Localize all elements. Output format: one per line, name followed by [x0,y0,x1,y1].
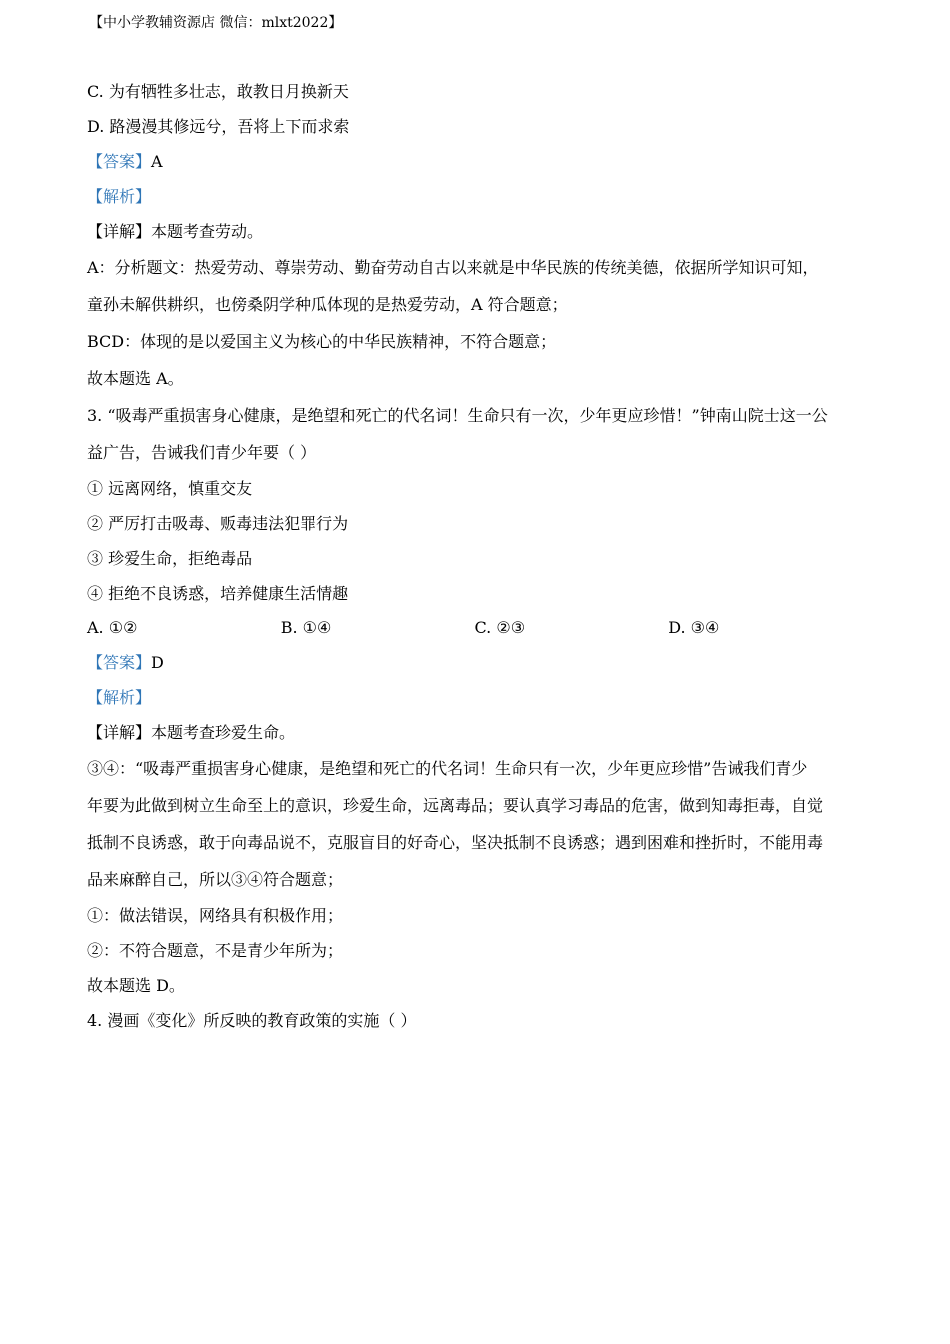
q3-option-a: A. ①② [87,618,138,637]
q3-item: ① 远离网络，慎重交友 [87,479,253,498]
q3-explanation-line: 年要为此做到树立生命至上的意识，珍爱生命，远离毒品；要认真学习毒品的危害，做到知毒拒毒，自觉 [87,796,824,815]
q3-item: ④ 拒绝不良诱惑，培养健康生活情趣 [87,584,349,603]
q3-explanation-line: 抵制不良诱惑，敢于向毒品说不，克服盲目的好奇心，坚决抵制不良诱惑；遇到困难和挫折时，不能用毒 [87,833,824,852]
q3-stem-line: 3. “吸毒严重损害身心健康，是绝望和死亡的代名词！生命只有一次，少年更应珍惜！”钟南山院士这一公 [87,406,828,425]
q2-explanation-line: 童孙未解供耕织，也傍桑阴学种瓜体现的是热爱劳动，A 符合题意； [87,295,568,314]
q2-conclusion: 故本题选 A。 [87,369,184,388]
q2-analysis-label: 【解析】 [87,187,152,206]
q3-explanation-line: 品来麻醉自己，所以③④符合题意； [87,870,344,889]
q3-conclusion: 故本题选 D。 [87,976,185,995]
answer-label: 【答案】 [87,152,152,171]
q3-analysis-label: 【解析】 [87,688,152,707]
q4-stem: 4. 漫画《变化》所反映的教育政策的实施（ ） [87,1011,417,1030]
q3-item: ③ 珍爱生命，拒绝毒品 [87,549,253,568]
q3-option-d: D. ③④ [668,618,720,637]
q3-stem-line: 益广告，告诫我们青少年要（ ） [87,443,317,462]
answer-value: A [151,152,163,171]
document-body [87,74,862,1038]
q3-detail: 【详解】本题考查珍爱生命。 [87,723,296,742]
q2-explanation-line: A：分析题文：热爱劳动、尊崇劳动、勤奋劳动自古以来就是中华民族的传统美德，依据所学知识可知， [87,258,819,277]
q2-detail: 【详解】本题考查劳动。 [87,222,264,241]
q2-explanation-line: BCD：体现的是以爱国主义为核心的中华民族精神，不符合题意； [87,332,557,351]
answer-value: D [151,653,164,672]
q3-answer [87,645,862,680]
page-header: 【中小学教辅资源店 微信：mlxt2022】 [89,15,343,31]
q3-options [87,611,862,645]
q3-item: ② 严厉打击吸毒、贩毒违法犯罪行为 [87,514,349,533]
q3-explanation-line: ③④：“吸毒严重损害身心健康，是绝望和死亡的代名词！生命只有一次，少年更应珍惜”告诫我们青少 [87,759,808,778]
q2-answer [87,144,862,179]
answer-label: 【答案】 [87,653,152,672]
q3-note: ②：不符合题意，不是青少年所为； [87,941,344,960]
q3-note: ①：做法错误，网络具有积极作用； [87,906,344,925]
q3-option-b: B. ①④ [280,618,332,637]
q2-option-d: D. 路漫漫其修远兮，吾将上下而求索 [87,117,350,136]
q2-option-c: C. 为有牺牲多壮志，敢教日月换新天 [87,82,349,101]
q3-option-c: C. ②③ [474,618,526,637]
